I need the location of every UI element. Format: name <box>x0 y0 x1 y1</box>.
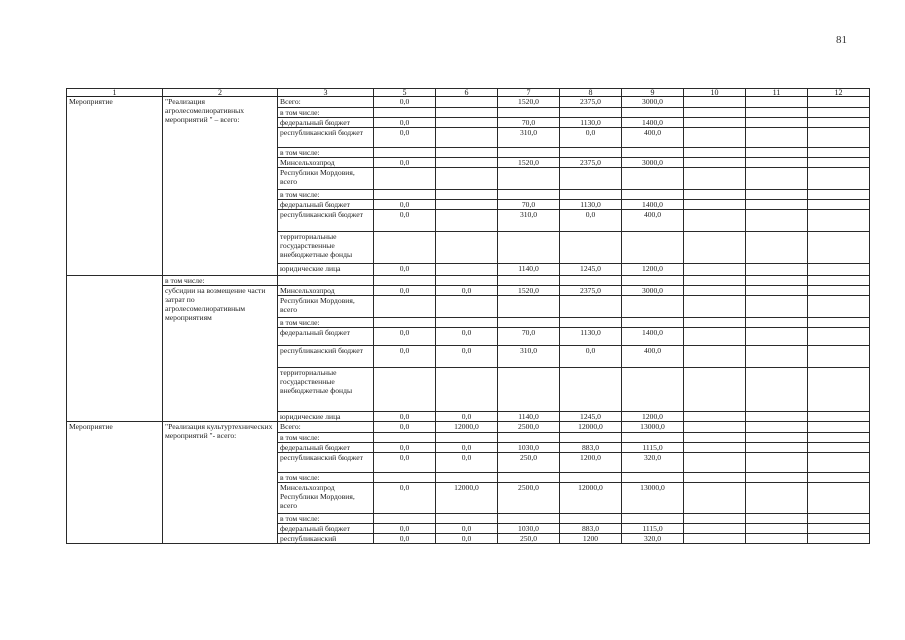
empty-cell <box>684 286 746 296</box>
source-label-cell: республиканский бюджет <box>278 128 374 148</box>
value-cell-5: 0,0 <box>374 453 436 473</box>
source-label-cell: Минсельхозпрод <box>278 286 374 296</box>
empty-cell <box>808 473 870 483</box>
empty-cell <box>684 433 746 443</box>
table-row <box>67 97 870 108</box>
empty-cell <box>684 232 746 264</box>
value-cell-8 <box>560 296 622 318</box>
value-cell-9: 400,0 <box>622 346 684 368</box>
value-cell-9: 400,0 <box>622 128 684 148</box>
section-name-cell: "Реализация культуртехнических мероприятий "- всего: <box>163 422 278 544</box>
source-label-cell: республиканский бюджет <box>278 453 374 473</box>
empty-cell <box>746 118 808 128</box>
empty-cell <box>746 346 808 368</box>
value-cell-9 <box>622 190 684 200</box>
table-body <box>67 97 870 544</box>
value-cell-9 <box>622 473 684 483</box>
section-name-cell: в том числе: <box>163 276 278 286</box>
value-cell-7 <box>498 433 560 443</box>
empty-cell <box>746 453 808 473</box>
source-label-cell: в том числе: <box>278 473 374 483</box>
empty-cell <box>746 412 808 422</box>
empty-cell <box>808 200 870 210</box>
value-cell-5: 0,0 <box>374 483 436 514</box>
empty-cell <box>808 264 870 276</box>
empty-cell <box>808 534 870 544</box>
empty-cell <box>746 443 808 453</box>
value-cell-9: 320,0 <box>622 534 684 544</box>
budget-table <box>66 88 870 544</box>
header-cell: 10 <box>684 89 746 97</box>
value-cell-7: 70,0 <box>498 200 560 210</box>
value-cell-5 <box>374 473 436 483</box>
value-cell-7 <box>498 473 560 483</box>
value-cell-7: 70,0 <box>498 118 560 128</box>
empty-cell <box>808 210 870 232</box>
value-cell-8: 1130,0 <box>560 328 622 346</box>
value-cell-9 <box>622 296 684 318</box>
empty-cell <box>746 168 808 190</box>
empty-cell <box>746 276 808 286</box>
value-cell-9 <box>622 318 684 328</box>
source-label-cell: территориальные государственные внебюджетные фонды <box>278 368 374 412</box>
header-cell: 9 <box>622 89 684 97</box>
value-cell-6: 12000,0 <box>436 483 498 514</box>
value-cell-5 <box>374 108 436 118</box>
value-cell-6 <box>436 514 498 524</box>
value-cell-6: 0,0 <box>436 412 498 422</box>
section-name-cell: "Реализация агролесомелиоративных мероприятий " – всего: <box>163 97 278 276</box>
empty-cell <box>746 422 808 433</box>
empty-cell <box>746 200 808 210</box>
empty-cell <box>684 514 746 524</box>
value-cell-5: 0,0 <box>374 286 436 296</box>
value-cell-9: 1115,0 <box>622 443 684 453</box>
empty-cell <box>684 412 746 422</box>
header-cell: 8 <box>560 89 622 97</box>
value-cell-7 <box>498 514 560 524</box>
value-cell-5: 0,0 <box>374 422 436 433</box>
header-cell: 2 <box>163 89 278 97</box>
value-cell-9: 1400,0 <box>622 200 684 210</box>
source-label-cell: юридические лица <box>278 412 374 422</box>
value-cell-5: 0,0 <box>374 210 436 232</box>
value-cell-5: 0,0 <box>374 346 436 368</box>
value-cell-6: 0,0 <box>436 328 498 346</box>
value-cell-7 <box>498 232 560 264</box>
value-cell-9 <box>622 276 684 286</box>
value-cell-6 <box>436 296 498 318</box>
source-label-cell: республиканский бюджет <box>278 346 374 368</box>
value-cell-6 <box>436 168 498 190</box>
value-cell-7: 310,0 <box>498 210 560 232</box>
value-cell-9: 1200,0 <box>622 412 684 422</box>
value-cell-5: 0,0 <box>374 534 436 544</box>
value-cell-8: 0,0 <box>560 346 622 368</box>
empty-cell <box>684 190 746 200</box>
value-cell-6 <box>436 128 498 148</box>
empty-cell <box>746 97 808 108</box>
source-label-cell: федеральный бюджет <box>278 443 374 453</box>
value-cell-5 <box>374 433 436 443</box>
value-cell-7: 310,0 <box>498 346 560 368</box>
empty-cell <box>746 328 808 346</box>
empty-cell <box>808 453 870 473</box>
table-row <box>67 276 870 286</box>
source-label-cell: в том числе: <box>278 148 374 158</box>
value-cell-6 <box>436 318 498 328</box>
empty-cell <box>808 412 870 422</box>
source-label-cell <box>278 276 374 286</box>
empty-cell <box>808 168 870 190</box>
empty-cell <box>808 276 870 286</box>
source-label-cell: Минсельхозпрод Республики Мордовия, всего <box>278 483 374 514</box>
empty-cell <box>684 368 746 412</box>
value-cell-7: 2500,0 <box>498 422 560 433</box>
empty-cell <box>808 108 870 118</box>
empty-cell <box>808 368 870 412</box>
source-label-cell: в том числе: <box>278 433 374 443</box>
value-cell-5 <box>374 148 436 158</box>
value-cell-8: 2375,0 <box>560 286 622 296</box>
header-cell: 3 <box>278 89 374 97</box>
source-label-cell: республиканский бюджет <box>278 210 374 232</box>
empty-cell <box>684 118 746 128</box>
empty-cell <box>808 483 870 514</box>
empty-cell <box>808 433 870 443</box>
source-label-cell: Минсельхозпрод <box>278 158 374 168</box>
empty-cell <box>746 296 808 318</box>
value-cell-7: 1520,0 <box>498 286 560 296</box>
value-cell-8: 1200 <box>560 534 622 544</box>
value-cell-7 <box>498 168 560 190</box>
source-label-cell: юридические лица <box>278 264 374 276</box>
value-cell-9: 3000,0 <box>622 158 684 168</box>
header-cell: 6 <box>436 89 498 97</box>
value-cell-6 <box>436 200 498 210</box>
source-label-cell: федеральный бюджет <box>278 200 374 210</box>
value-cell-9 <box>622 168 684 190</box>
value-cell-8: 1245,0 <box>560 412 622 422</box>
value-cell-7: 310,0 <box>498 128 560 148</box>
value-cell-6 <box>436 473 498 483</box>
value-cell-5 <box>374 168 436 190</box>
value-cell-8: 12000,0 <box>560 422 622 433</box>
value-cell-9: 400,0 <box>622 210 684 232</box>
value-cell-8: 0,0 <box>560 210 622 232</box>
value-cell-7 <box>498 108 560 118</box>
value-cell-5 <box>374 296 436 318</box>
empty-cell <box>684 148 746 158</box>
value-cell-7: 1140,0 <box>498 264 560 276</box>
empty-cell <box>684 210 746 232</box>
header-cell: 12 <box>808 89 870 97</box>
value-cell-6 <box>436 97 498 108</box>
value-cell-6 <box>436 276 498 286</box>
value-cell-5: 0,0 <box>374 264 436 276</box>
value-cell-6 <box>436 210 498 232</box>
value-cell-5 <box>374 232 436 264</box>
value-cell-7 <box>498 148 560 158</box>
value-cell-8: 12000,0 <box>560 483 622 514</box>
value-cell-6: 0,0 <box>436 443 498 453</box>
empty-cell <box>808 128 870 148</box>
value-cell-6: 0,0 <box>436 524 498 534</box>
value-cell-8 <box>560 473 622 483</box>
value-cell-7 <box>498 276 560 286</box>
empty-cell <box>808 328 870 346</box>
value-cell-6 <box>436 118 498 128</box>
source-label-cell: в том числе: <box>278 108 374 118</box>
value-cell-5: 0,0 <box>374 443 436 453</box>
source-label-cell: федеральный бюджет <box>278 328 374 346</box>
empty-cell <box>746 232 808 264</box>
source-label-cell: территориальные государственные внебюджетные фонды <box>278 232 374 264</box>
value-cell-8: 1245,0 <box>560 264 622 276</box>
value-cell-8 <box>560 433 622 443</box>
value-cell-6: 0,0 <box>436 453 498 473</box>
empty-cell <box>684 328 746 346</box>
empty-cell <box>808 422 870 433</box>
value-cell-9: 3000,0 <box>622 97 684 108</box>
value-cell-6: 0,0 <box>436 534 498 544</box>
value-cell-5: 0,0 <box>374 412 436 422</box>
value-cell-6: 0,0 <box>436 346 498 368</box>
value-cell-8 <box>560 108 622 118</box>
value-cell-7: 70,0 <box>498 328 560 346</box>
value-cell-8 <box>560 368 622 412</box>
empty-cell <box>746 286 808 296</box>
value-cell-8 <box>560 514 622 524</box>
header-cell: 11 <box>746 89 808 97</box>
source-label-cell: в том числе: <box>278 514 374 524</box>
value-cell-9 <box>622 433 684 443</box>
empty-cell <box>808 296 870 318</box>
source-label-cell: Республики Мордовия, всего <box>278 296 374 318</box>
empty-cell <box>684 108 746 118</box>
source-label-cell: Всего: <box>278 97 374 108</box>
value-cell-5: 0,0 <box>374 200 436 210</box>
value-cell-9 <box>622 368 684 412</box>
value-cell-6 <box>436 368 498 412</box>
value-cell-9: 1115,0 <box>622 524 684 534</box>
empty-cell <box>746 433 808 443</box>
page-number: 81 <box>836 34 847 46</box>
value-cell-7: 1030,0 <box>498 524 560 534</box>
value-cell-9: 13000,0 <box>622 422 684 433</box>
value-cell-6 <box>436 148 498 158</box>
header-cell: 5 <box>374 89 436 97</box>
value-cell-8: 883,0 <box>560 524 622 534</box>
section-type-cell <box>67 276 163 286</box>
value-cell-7 <box>498 318 560 328</box>
value-cell-5 <box>374 190 436 200</box>
value-cell-6: 0,0 <box>436 286 498 296</box>
empty-cell <box>746 318 808 328</box>
table-row <box>67 286 870 296</box>
section-type-cell <box>67 286 163 422</box>
empty-cell <box>746 534 808 544</box>
empty-cell <box>684 453 746 473</box>
value-cell-8 <box>560 148 622 158</box>
empty-cell <box>684 128 746 148</box>
empty-cell <box>684 534 746 544</box>
header-row <box>67 89 870 97</box>
empty-cell <box>684 524 746 534</box>
empty-cell <box>746 108 808 118</box>
empty-cell <box>808 97 870 108</box>
empty-cell <box>684 443 746 453</box>
value-cell-9: 1400,0 <box>622 328 684 346</box>
value-cell-5: 0,0 <box>374 158 436 168</box>
value-cell-8 <box>560 168 622 190</box>
value-cell-8 <box>560 190 622 200</box>
empty-cell <box>684 97 746 108</box>
source-label-cell: Республики Мордовия, всего <box>278 168 374 190</box>
value-cell-7 <box>498 296 560 318</box>
value-cell-5: 0,0 <box>374 97 436 108</box>
empty-cell <box>808 286 870 296</box>
empty-cell <box>684 276 746 286</box>
empty-cell <box>808 190 870 200</box>
value-cell-7: 250,0 <box>498 534 560 544</box>
empty-cell <box>746 483 808 514</box>
value-cell-5 <box>374 318 436 328</box>
value-cell-8: 2375,0 <box>560 97 622 108</box>
value-cell-5 <box>374 368 436 412</box>
source-label-cell: республиканский <box>278 534 374 544</box>
empty-cell <box>746 210 808 232</box>
empty-cell <box>684 158 746 168</box>
value-cell-8: 883,0 <box>560 443 622 453</box>
value-cell-7 <box>498 368 560 412</box>
value-cell-6 <box>436 232 498 264</box>
empty-cell <box>746 128 808 148</box>
value-cell-7: 1140,0 <box>498 412 560 422</box>
empty-cell <box>746 524 808 534</box>
value-cell-9: 3000,0 <box>622 286 684 296</box>
value-cell-6 <box>436 158 498 168</box>
value-cell-9 <box>622 148 684 158</box>
section-type-cell: Мероприятие <box>67 422 163 544</box>
empty-cell <box>684 483 746 514</box>
empty-cell <box>684 200 746 210</box>
empty-cell <box>808 524 870 534</box>
empty-cell <box>746 190 808 200</box>
value-cell-6 <box>436 190 498 200</box>
section-type-cell: Мероприятие <box>67 97 163 276</box>
empty-cell <box>808 232 870 264</box>
source-label-cell: Всего: <box>278 422 374 433</box>
value-cell-6 <box>436 108 498 118</box>
empty-cell <box>746 264 808 276</box>
empty-cell <box>746 473 808 483</box>
empty-cell <box>684 296 746 318</box>
value-cell-5: 0,0 <box>374 328 436 346</box>
value-cell-7: 1520,0 <box>498 158 560 168</box>
empty-cell <box>808 158 870 168</box>
value-cell-7: 2500,0 <box>498 483 560 514</box>
header-cell: 7 <box>498 89 560 97</box>
value-cell-8: 2375,0 <box>560 158 622 168</box>
empty-cell <box>808 318 870 328</box>
empty-cell <box>808 514 870 524</box>
value-cell-9: 1200,0 <box>622 264 684 276</box>
value-cell-8 <box>560 276 622 286</box>
empty-cell <box>684 168 746 190</box>
value-cell-8 <box>560 232 622 264</box>
value-cell-7: 1030,0 <box>498 443 560 453</box>
table-row <box>67 422 870 433</box>
source-label-cell: федеральный бюджет <box>278 118 374 128</box>
value-cell-6 <box>436 433 498 443</box>
header-cell: 1 <box>67 89 163 97</box>
value-cell-9 <box>622 232 684 264</box>
value-cell-9 <box>622 108 684 118</box>
value-cell-8: 1130,0 <box>560 200 622 210</box>
empty-cell <box>746 158 808 168</box>
value-cell-8: 1200,0 <box>560 453 622 473</box>
empty-cell <box>684 473 746 483</box>
value-cell-7 <box>498 190 560 200</box>
value-cell-8: 1130,0 <box>560 118 622 128</box>
source-label-cell: в том числе: <box>278 190 374 200</box>
value-cell-6 <box>436 264 498 276</box>
empty-cell <box>746 368 808 412</box>
value-cell-5: 0,0 <box>374 524 436 534</box>
value-cell-9: 13000,0 <box>622 483 684 514</box>
empty-cell <box>684 318 746 328</box>
section-name-cell: субсидии на возмещение части затрат по агролесомелиоративным мероприятиям <box>163 286 278 422</box>
value-cell-7: 250,0 <box>498 453 560 473</box>
value-cell-5: 0,0 <box>374 118 436 128</box>
empty-cell <box>746 514 808 524</box>
value-cell-9: 320,0 <box>622 453 684 473</box>
empty-cell <box>808 118 870 128</box>
empty-cell <box>808 148 870 158</box>
empty-cell <box>684 422 746 433</box>
source-label-cell: федеральный бюджет <box>278 524 374 534</box>
value-cell-5 <box>374 276 436 286</box>
empty-cell <box>684 264 746 276</box>
value-cell-9: 1400,0 <box>622 118 684 128</box>
empty-cell <box>808 346 870 368</box>
value-cell-5: 0,0 <box>374 128 436 148</box>
value-cell-8: 0,0 <box>560 128 622 148</box>
value-cell-5 <box>374 514 436 524</box>
value-cell-8 <box>560 318 622 328</box>
empty-cell <box>684 346 746 368</box>
source-label-cell: в том числе: <box>278 318 374 328</box>
empty-cell <box>808 443 870 453</box>
value-cell-6: 12000,0 <box>436 422 498 433</box>
value-cell-7: 1520,0 <box>498 97 560 108</box>
empty-cell <box>746 148 808 158</box>
value-cell-9 <box>622 514 684 524</box>
